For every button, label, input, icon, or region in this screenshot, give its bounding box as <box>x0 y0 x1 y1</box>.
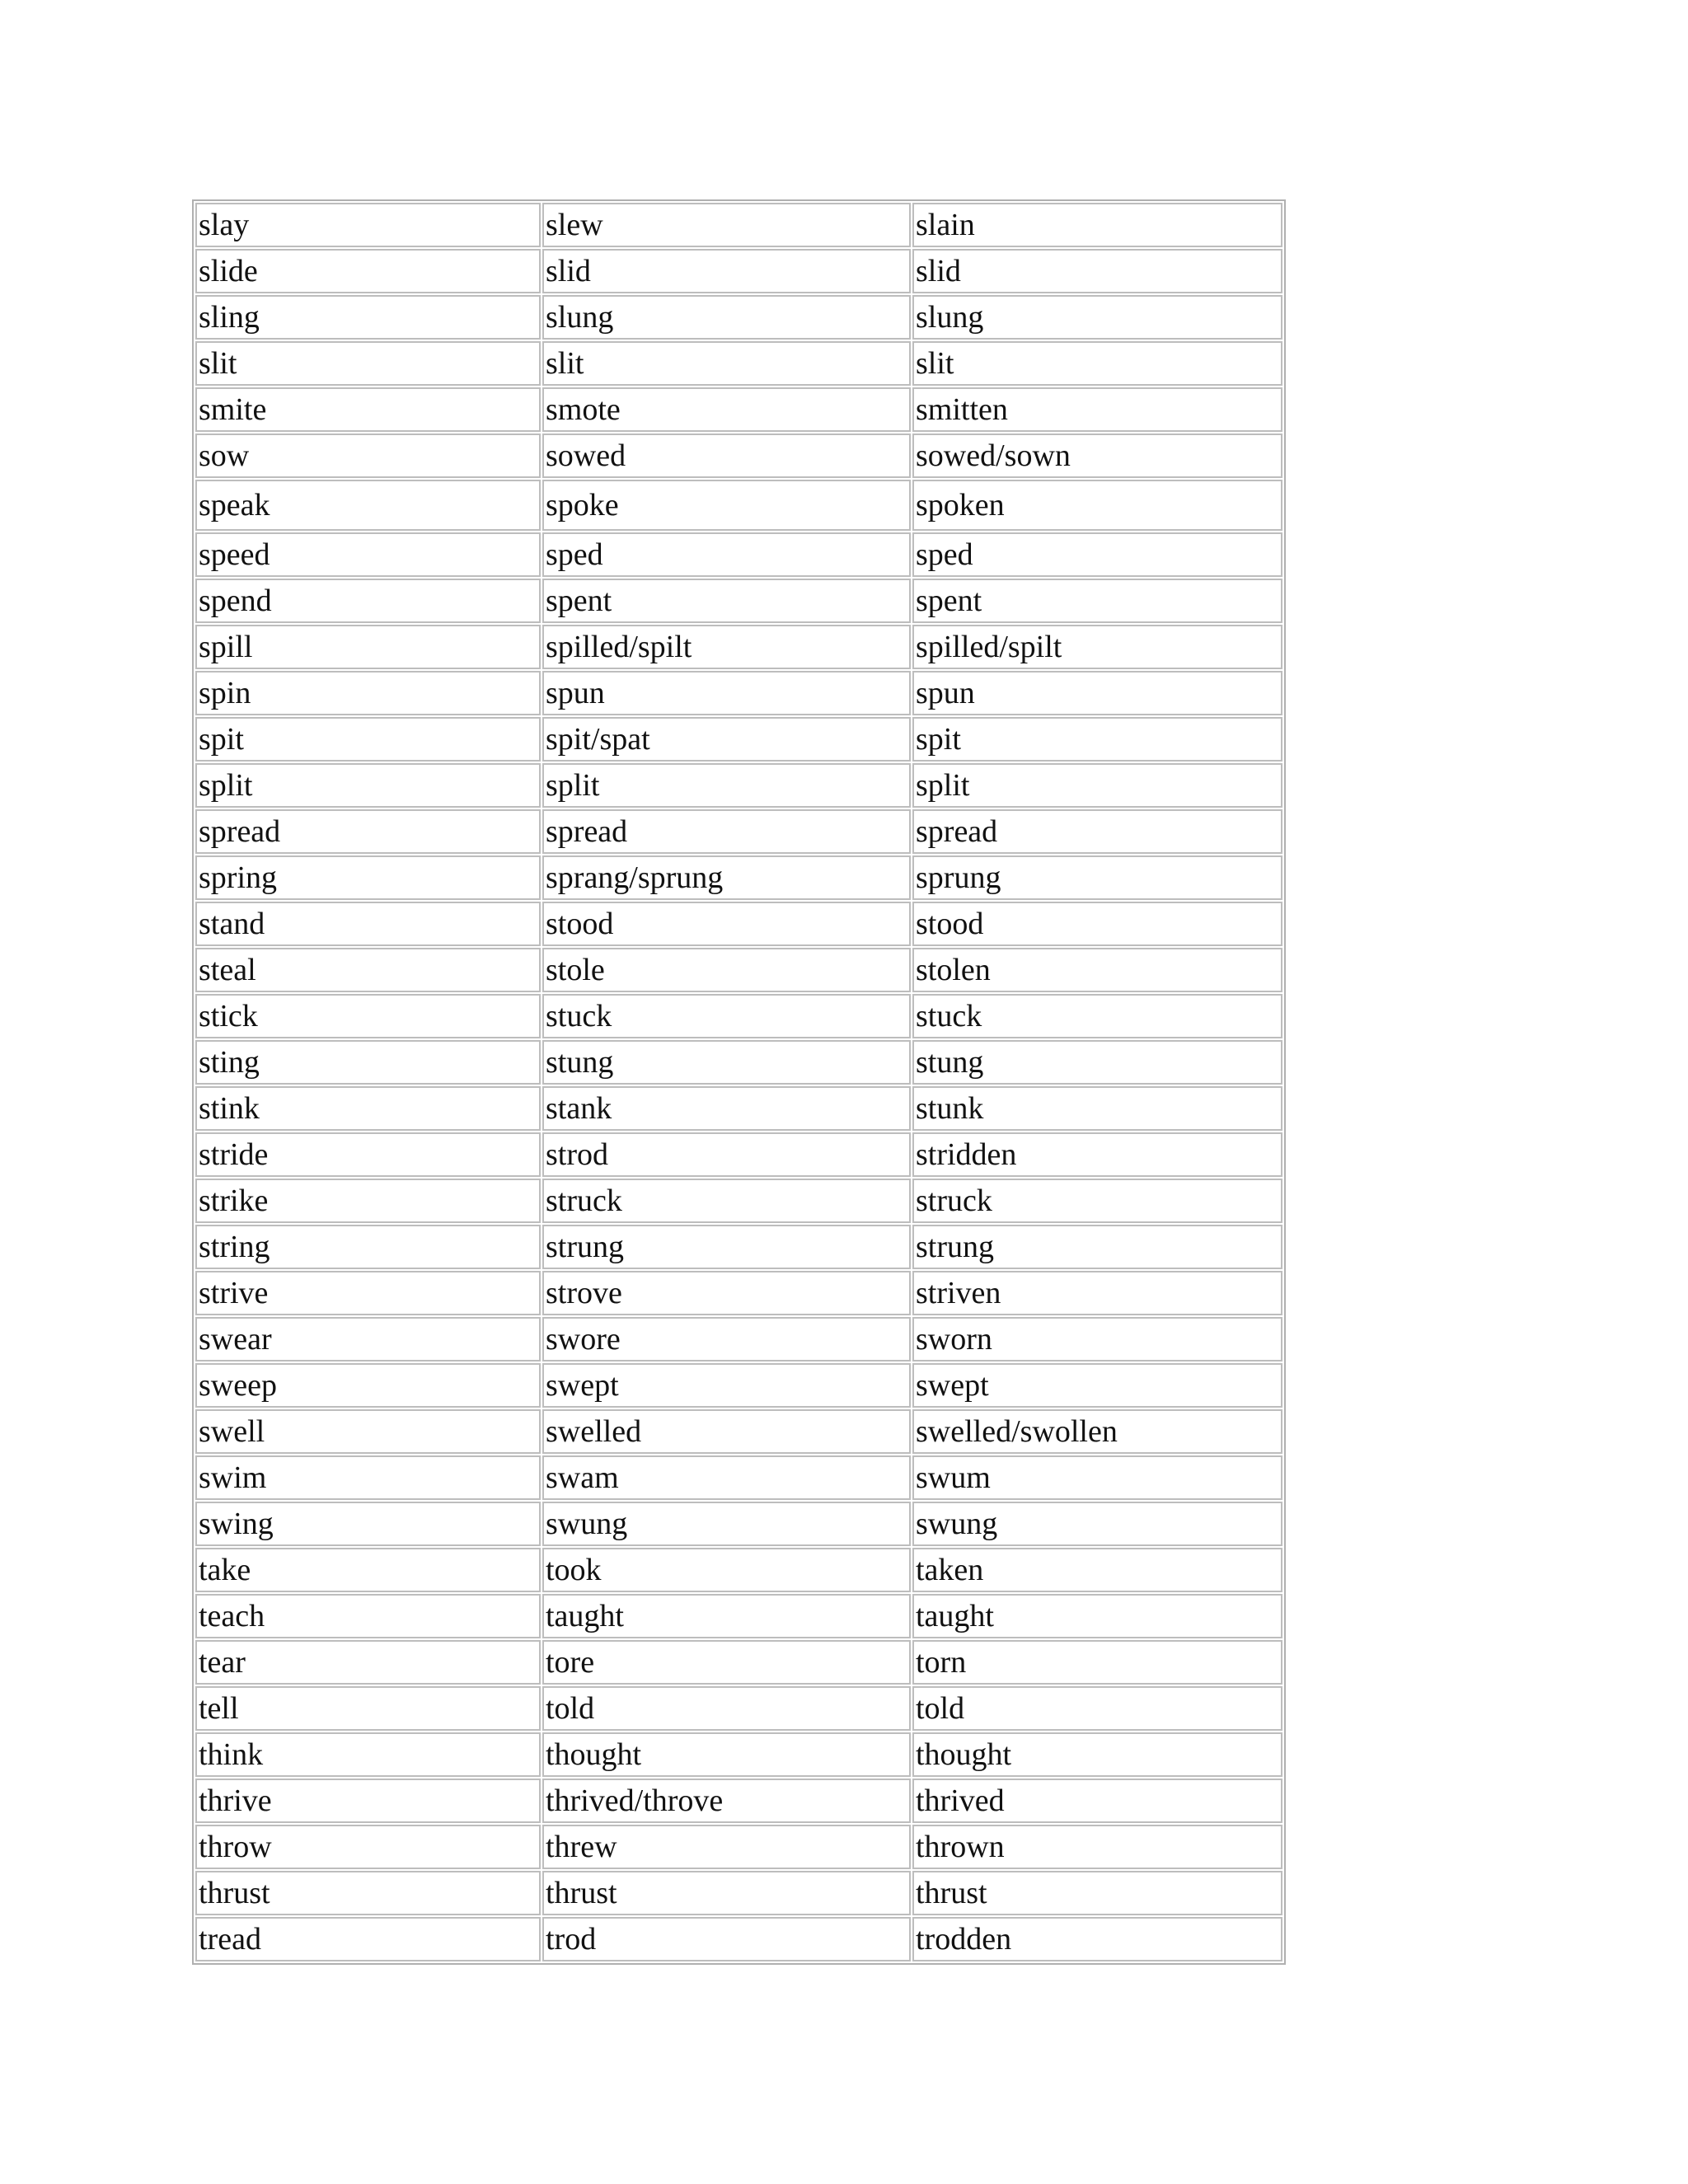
base-form-cell: thrust <box>195 1871 541 1915</box>
table-row <box>195 1917 1282 1961</box>
past-simple-cell: slid <box>542 249 911 293</box>
past-participle-cell: thought <box>912 1732 1282 1777</box>
table-row <box>195 1640 1282 1685</box>
table-row <box>195 1132 1282 1177</box>
table-row <box>195 994 1282 1038</box>
past-participle-cell: swelled/swollen <box>912 1409 1282 1454</box>
past-simple-cell: sped <box>542 532 911 577</box>
past-participle-cell: sworn <box>912 1317 1282 1361</box>
past-simple-cell: sprang/sprung <box>542 855 911 900</box>
past-simple-cell: spoke <box>542 480 911 531</box>
past-simple-cell: smote <box>542 387 911 432</box>
past-simple-cell: sowed <box>542 434 911 478</box>
table-row <box>195 717 1282 762</box>
past-participle-cell: swept <box>912 1363 1282 1408</box>
base-form-cell: take <box>195 1548 541 1592</box>
table-row <box>195 1502 1282 1546</box>
past-participle-cell: slit <box>912 341 1282 386</box>
base-form-cell: swing <box>195 1502 541 1546</box>
past-simple-cell: told <box>542 1686 911 1731</box>
table-row <box>195 625 1282 669</box>
base-form-cell: spill <box>195 625 541 669</box>
table-row <box>195 1686 1282 1731</box>
table-row <box>195 1732 1282 1777</box>
past-participle-cell: spun <box>912 671 1282 715</box>
table-row <box>195 532 1282 577</box>
table-row <box>195 763 1282 808</box>
table-row <box>195 1825 1282 1869</box>
past-simple-cell: stole <box>542 948 911 992</box>
base-form-cell: spend <box>195 579 541 623</box>
table-row <box>195 902 1282 946</box>
past-participle-cell: told <box>912 1686 1282 1731</box>
past-participle-cell: spread <box>912 809 1282 854</box>
base-form-cell: throw <box>195 1825 541 1869</box>
table-row <box>195 1779 1282 1823</box>
past-participle-cell: spilled/spilt <box>912 625 1282 669</box>
base-form-cell: thrive <box>195 1779 541 1823</box>
past-simple-cell: thought <box>542 1732 911 1777</box>
table-row <box>195 295 1282 340</box>
past-simple-cell: slit <box>542 341 911 386</box>
past-participle-cell: smitten <box>912 387 1282 432</box>
base-form-cell: spring <box>195 855 541 900</box>
table-row <box>195 1363 1282 1408</box>
past-participle-cell: thrust <box>912 1871 1282 1915</box>
past-simple-cell: spent <box>542 579 911 623</box>
past-participle-cell: thrived <box>912 1779 1282 1823</box>
base-form-cell: slay <box>195 203 541 247</box>
past-participle-cell: stung <box>912 1040 1282 1085</box>
past-simple-cell: swelled <box>542 1409 911 1454</box>
base-form-cell: tread <box>195 1917 541 1961</box>
base-form-cell: stick <box>195 994 541 1038</box>
past-participle-cell: stood <box>912 902 1282 946</box>
past-simple-cell: strod <box>542 1132 911 1177</box>
table-row <box>195 948 1282 992</box>
base-form-cell: tell <box>195 1686 541 1731</box>
past-simple-cell: swore <box>542 1317 911 1361</box>
past-simple-cell: threw <box>542 1825 911 1869</box>
base-form-cell: smite <box>195 387 541 432</box>
base-form-cell: steal <box>195 948 541 992</box>
past-simple-cell: strung <box>542 1225 911 1269</box>
past-simple-cell: stood <box>542 902 911 946</box>
past-participle-cell: spoken <box>912 480 1282 531</box>
table-row <box>195 434 1282 478</box>
past-simple-cell: thrust <box>542 1871 911 1915</box>
past-simple-cell: swept <box>542 1363 911 1408</box>
table-row <box>195 1040 1282 1085</box>
past-simple-cell: strove <box>542 1271 911 1315</box>
table-row <box>195 579 1282 623</box>
base-form-cell: spin <box>195 671 541 715</box>
past-simple-cell: spun <box>542 671 911 715</box>
table-row <box>195 480 1282 531</box>
base-form-cell: stride <box>195 1132 541 1177</box>
table-row <box>195 809 1282 854</box>
base-form-cell: teach <box>195 1594 541 1638</box>
base-form-cell: sweep <box>195 1363 541 1408</box>
base-form-cell: strike <box>195 1179 541 1223</box>
past-participle-cell: struck <box>912 1179 1282 1223</box>
past-participle-cell: stuck <box>912 994 1282 1038</box>
past-simple-cell: slew <box>542 203 911 247</box>
table-row <box>195 1271 1282 1315</box>
base-form-cell: swim <box>195 1455 541 1500</box>
past-simple-cell: spit/spat <box>542 717 911 762</box>
table-row <box>195 1409 1282 1454</box>
past-simple-cell: spilled/spilt <box>542 625 911 669</box>
base-form-cell: swear <box>195 1317 541 1361</box>
base-form-cell: slit <box>195 341 541 386</box>
past-participle-cell: striven <box>912 1271 1282 1315</box>
base-form-cell: sting <box>195 1040 541 1085</box>
past-participle-cell: swum <box>912 1455 1282 1500</box>
base-form-cell: string <box>195 1225 541 1269</box>
past-participle-cell: torn <box>912 1640 1282 1685</box>
base-form-cell: stink <box>195 1086 541 1131</box>
table-row <box>195 341 1282 386</box>
base-form-cell: split <box>195 763 541 808</box>
past-participle-cell: stunk <box>912 1086 1282 1131</box>
past-participle-cell: sowed/sown <box>912 434 1282 478</box>
table-row <box>195 671 1282 715</box>
verbs-table-body <box>195 203 1282 1961</box>
past-simple-cell: trod <box>542 1917 911 1961</box>
table-row <box>195 1317 1282 1361</box>
past-participle-cell: slid <box>912 249 1282 293</box>
base-form-cell: spread <box>195 809 541 854</box>
past-simple-cell: stuck <box>542 994 911 1038</box>
past-simple-cell: tore <box>542 1640 911 1685</box>
table-row <box>195 1225 1282 1269</box>
past-simple-cell: stank <box>542 1086 911 1131</box>
past-simple-cell: spread <box>542 809 911 854</box>
table-row <box>195 1455 1282 1500</box>
table-row <box>195 203 1282 247</box>
table-row <box>195 1548 1282 1592</box>
past-participle-cell: slung <box>912 295 1282 340</box>
past-participle-cell: thrown <box>912 1825 1282 1869</box>
past-participle-cell: taught <box>912 1594 1282 1638</box>
table-row <box>195 855 1282 900</box>
past-participle-cell: slain <box>912 203 1282 247</box>
table-row <box>195 1086 1282 1131</box>
base-form-cell: speed <box>195 532 541 577</box>
past-participle-cell: stolen <box>912 948 1282 992</box>
table-row <box>195 249 1282 293</box>
base-form-cell: sow <box>195 434 541 478</box>
table-row <box>195 387 1282 432</box>
table-row <box>195 1179 1282 1223</box>
base-form-cell: stand <box>195 902 541 946</box>
table-row <box>195 1871 1282 1915</box>
base-form-cell: tear <box>195 1640 541 1685</box>
past-participle-cell: stridden <box>912 1132 1282 1177</box>
past-participle-cell: taken <box>912 1548 1282 1592</box>
past-simple-cell: took <box>542 1548 911 1592</box>
table-row <box>195 1594 1282 1638</box>
past-participle-cell: spit <box>912 717 1282 762</box>
past-simple-cell: swung <box>542 1502 911 1546</box>
past-simple-cell: slung <box>542 295 911 340</box>
base-form-cell: think <box>195 1732 541 1777</box>
past-simple-cell: split <box>542 763 911 808</box>
past-simple-cell: stung <box>542 1040 911 1085</box>
past-simple-cell: swam <box>542 1455 911 1500</box>
past-participle-cell: strung <box>912 1225 1282 1269</box>
past-participle-cell: trodden <box>912 1917 1282 1961</box>
base-form-cell: sling <box>195 295 541 340</box>
base-form-cell: strive <box>195 1271 541 1315</box>
past-participle-cell: split <box>912 763 1282 808</box>
past-participle-cell: swung <box>912 1502 1282 1546</box>
past-simple-cell: taught <box>542 1594 911 1638</box>
irregular-verbs-table <box>192 199 1286 1965</box>
past-simple-cell: struck <box>542 1179 911 1223</box>
base-form-cell: slide <box>195 249 541 293</box>
base-form-cell: swell <box>195 1409 541 1454</box>
past-simple-cell: thrived/throve <box>542 1779 911 1823</box>
base-form-cell: speak <box>195 480 541 531</box>
base-form-cell: spit <box>195 717 541 762</box>
past-participle-cell: sped <box>912 532 1282 577</box>
past-participle-cell: sprung <box>912 855 1282 900</box>
past-participle-cell: spent <box>912 579 1282 623</box>
